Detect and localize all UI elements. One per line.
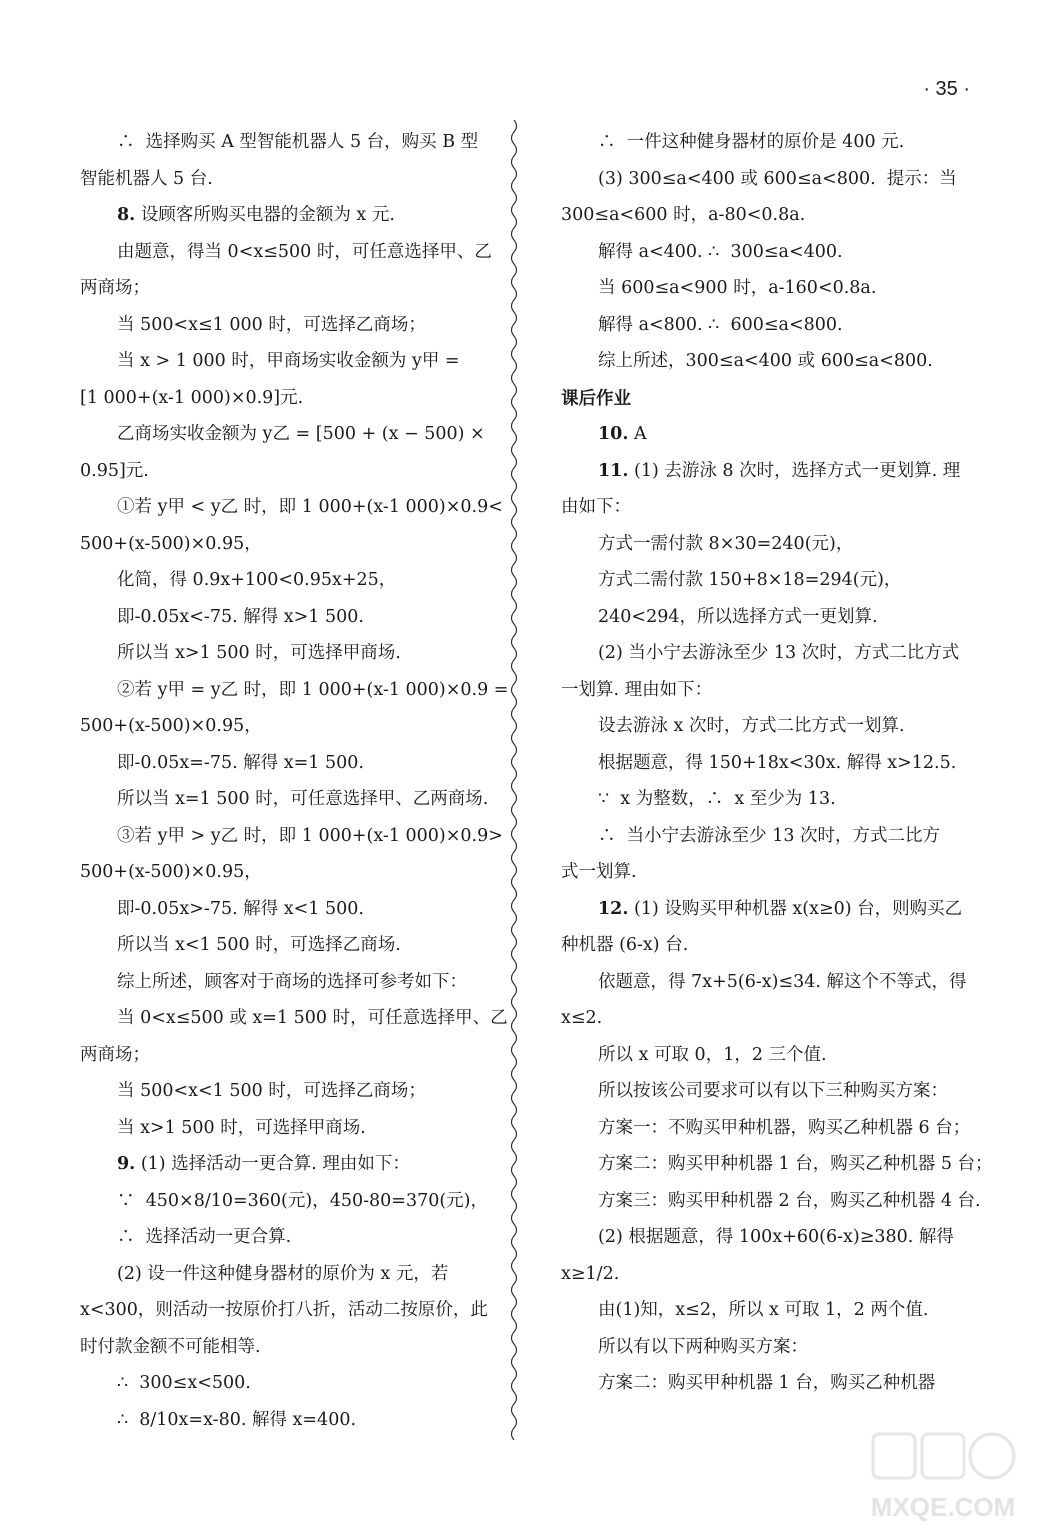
- text-line: ②若 y甲 = y乙 时，即 1 000+(x-1 000)×0.9 =: [117, 679, 509, 700]
- text-line: x<300，则活动一按原价打八折，活动二按原价，此: [80, 1300, 488, 1320]
- text-line: 当 500<x<1 500 时，可选择乙商场；: [117, 1081, 426, 1101]
- text-line: 即-0.05x>-75. 解得 x<1 500.: [117, 898, 364, 919]
- text-line: (2) 根据题意，得 100x+60(6-x)≥380. 解得: [598, 1227, 954, 1247]
- text-line: (2) 当小宁去游泳至少 13 次时，方式二比方式: [598, 643, 960, 663]
- text-line: 式一划算.: [561, 862, 637, 882]
- text-line: [1 000+(x-1 000)×0.9]元.: [80, 387, 304, 408]
- text-line: ①若 y甲 < y乙 时，即 1 000+(x-1 000)×0.9<: [117, 497, 503, 517]
- text-line: 一划算. 理由如下：: [561, 679, 713, 700]
- text-line: 方式一需付款 8×30=240(元)，: [598, 533, 854, 554]
- text-line: 500+(x-500)×0.95，: [80, 862, 262, 882]
- text-line: 240<294，所以选择方式一更划算.: [598, 606, 878, 627]
- text-line: 智能机器人 5 台.: [80, 168, 213, 189]
- text-line: 由题意，得当 0<x≤500 时，可任意选择甲、乙: [117, 241, 492, 262]
- text-line: 解得 a<800. ∴ 600≤a<800.: [598, 314, 843, 335]
- text-line: ∴ 一件这种健身器材的原价是 400 元.: [598, 132, 905, 152]
- text-line: 500+(x-500)×0.95，: [80, 533, 262, 554]
- text-line: 当 x > 1 000 时，甲商场实收金额为 y甲 =: [117, 351, 460, 371]
- text-line: 当 0<x≤500 或 x=1 500 时，可任意选择甲、乙: [117, 1008, 508, 1028]
- text-line: 化简，得 0.9x+100<0.95x+25，: [117, 570, 397, 590]
- section-heading: 课后作业: [561, 387, 631, 408]
- text-line: 即-0.05x<-75. 解得 x>1 500.: [117, 606, 364, 627]
- text-line: ∴ 选择活动一更合算.: [117, 1227, 292, 1247]
- text-line: ∵ x 为整数，∴ x 至少为 13.: [598, 789, 836, 809]
- page-number: · 35 ·: [923, 78, 970, 100]
- text-line: 设去游泳 x 次时，方式二比方式一划算.: [598, 716, 905, 736]
- text-line: 解得 a<400. ∴ 300≤a<400.: [598, 241, 843, 262]
- text-line: 即-0.05x=-75. 解得 x=1 500.: [117, 752, 364, 773]
- text-line: x≤2.: [561, 1008, 603, 1028]
- text-line: 8. 设顾客所购买电器的金额为 x 元.: [117, 205, 395, 225]
- text-line: 当 500<x≤1 000 时，可选择乙商场；: [117, 314, 426, 335]
- text-line: 所以当 x<1 500 时，可选择乙商场.: [117, 935, 401, 955]
- text-line: 依题意，得 7x+5(6-x)≤34. 解这个不等式，得: [598, 971, 967, 992]
- text-line: x≥1/2.: [561, 1263, 620, 1284]
- text-line: ∴ 8/10x=x-80. 解得 x=400.: [117, 1409, 357, 1430]
- text-line: 两商场；: [80, 1044, 150, 1065]
- text-line: 0.95]元.: [80, 460, 149, 481]
- text-line: (3) 300≤a<400 或 600≤a<800. 提示：当: [598, 168, 957, 189]
- text-line: 由(1)知，x≤2，所以 x 可取 1，2 两个值.: [598, 1300, 929, 1320]
- text-line: 由如下：: [561, 497, 631, 517]
- text-line: 所以当 x>1 500 时，可选择甲商场.: [117, 643, 401, 663]
- text-line: 两商场；: [80, 278, 150, 298]
- text-line: 11. (1) 去游泳 8 次时，选择方式一更划算. 理: [598, 460, 961, 481]
- text-line: 10. A: [598, 424, 647, 444]
- text-line: 500+(x-500)×0.95，: [80, 716, 262, 736]
- text-line: 所以有以下两种购买方案：: [598, 1336, 808, 1357]
- left-column: [80, 124, 509, 1438]
- watermark-logo: [868, 1430, 1018, 1525]
- text-line: 当 x>1 500 时，可选择甲商场.: [117, 1117, 366, 1138]
- text-line: 300≤a<600 时，a-80<0.8a.: [561, 205, 806, 225]
- text-line: ③若 y甲 > y乙 时，即 1 000+(x-1 000)×0.9>: [117, 825, 503, 846]
- text-line: 方案三：购买甲种机器 2 台，购买乙种机器 4 台.: [598, 1190, 981, 1211]
- text-line: 当 600≤a<900 时，a-160<0.8a.: [598, 278, 877, 298]
- text-line: ∴ 选择购买 A 型智能机器人 5 台，购买 B 型: [117, 132, 479, 152]
- watermark-text: MXQE.COM: [870, 1492, 1016, 1522]
- text-line: 乙商场实收金额为 y乙 = [500 + (x − 500) ×: [117, 424, 485, 444]
- text-line: ∴ 300≤x<500.: [117, 1373, 251, 1393]
- column-divider: [507, 120, 521, 1440]
- text-line: ∴ 当小宁去游泳至少 13 次时，方式二比方: [598, 825, 941, 846]
- text-line: 根据题意，得 150+18x<30x. 解得 x>12.5.: [598, 752, 957, 773]
- text-line: 所以按该公司要求可以有以下三种购买方案：: [598, 1081, 948, 1101]
- text-line: 方案二：购买甲种机器 1 台，购买乙种机器 5 台；: [598, 1154, 993, 1174]
- text-line: 方案二：购买甲种机器 1 台，购买乙种机器: [598, 1373, 936, 1393]
- right-column: [561, 124, 993, 1402]
- text-line: 方式二需付款 150+8×18=294(元)，: [598, 570, 902, 590]
- text-line: 12. (1) 设购买甲种机器 x(x≥0) 台，则购买乙: [598, 898, 963, 919]
- text-line: 综上所述，300≤a<400 或 600≤a<800.: [598, 351, 933, 371]
- text-line: 方案一：不购买甲种机器，购买乙种机器 6 台；: [598, 1117, 971, 1138]
- text-line: 所以 x 可取 0，1，2 三个值.: [598, 1044, 827, 1065]
- text-line: (2) 设一件这种健身器材的原价为 x 元，若: [117, 1263, 449, 1284]
- text-line: 所以当 x=1 500 时，可任意选择甲、乙两商场.: [117, 789, 489, 809]
- text-line: 时付款金额不可能相等.: [80, 1336, 261, 1357]
- text-line: ∵ 450×8/10=360(元)，450-80=370(元)，: [117, 1190, 489, 1211]
- text-line: 9. (1) 选择活动一更合算. 理由如下：: [117, 1154, 410, 1174]
- text-line: 种机器 (6-x) 台.: [561, 935, 689, 955]
- text-line: 综上所述，顾客对于商场的选择可参考如下：: [117, 971, 467, 992]
